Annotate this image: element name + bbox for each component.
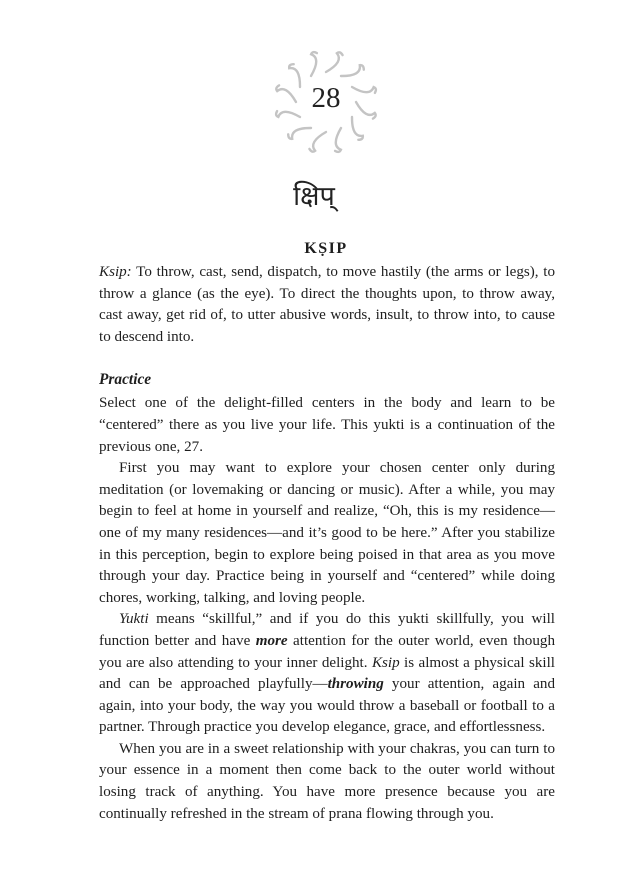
definition-term: Ksip: bbox=[99, 264, 132, 280]
definition-paragraph bbox=[99, 262, 555, 348]
practice-paragraph-3: Yukti means “skillful,” and if you do this yukti skillfully, you will function better and have more attention for the outer world, even though you are also attending to your inner delight. Ksip is almost a physical skill and can be approached playfully—throwing your attention, again and again, into your body, the way you would throw a baseball or football to a partner. Through practice you develop elegance, grace, and effortlessness. bbox=[99, 611, 555, 736]
page-body bbox=[99, 262, 555, 825]
sun-ray bbox=[352, 117, 363, 140]
sun-ray bbox=[311, 52, 317, 76]
definition-text: To throw, cast, send, dispatch, to move hastily (the arms or legs), to throw a glance (as the eye). To direct the thoughts upon, to throw away, cast away, get rid of, to utter abusive words, insult, to throw into, to cause to descend into. bbox=[99, 264, 555, 345]
sun-ray bbox=[335, 128, 341, 152]
practice-heading: Practice bbox=[99, 371, 152, 389]
sun-ray bbox=[326, 52, 343, 72]
emphasis-more: more bbox=[255, 632, 288, 649]
ksip-term: Ksip bbox=[371, 654, 400, 671]
sun-ray bbox=[341, 65, 364, 76]
sanskrit-title: क्षिप् bbox=[293, 181, 335, 212]
practice-paragraph-4: When you are in a sweet relationship with your chakras, you can turn to your essence in a moment then come back to the outer world without losing track of anything. You have more presence because you are continually refreshed in the stream of prana flowing through you. bbox=[99, 740, 555, 822]
chapter-number: 28 bbox=[311, 82, 341, 114]
yukti-term: Yukti bbox=[119, 611, 149, 628]
sun-ray bbox=[288, 128, 311, 139]
practice-paragraph-1: Select one of the delight-filled centers in the body and learn to be “centered” there as you live your life. This yukti is a continuation of the previous one, 27. bbox=[99, 395, 555, 455]
chapter-title: KṢIP bbox=[304, 240, 348, 257]
emphasis-throwing: throwing bbox=[327, 676, 384, 693]
practice-paragraph-2: First you may want to explore your chosen center only during meditation (or lovemaking or dancing or music). After a while, you may begin to feel at home in yourself and realize, “Oh, this is my residence—one of my many residences—and it’s good to be here.” After you stabilize in this perception, begin to explore being poised in that area as you move through your day. Practice being in yourself and “centered” while doing chores, working, talking, and loving people. bbox=[99, 460, 555, 606]
sun-ray bbox=[309, 132, 326, 152]
